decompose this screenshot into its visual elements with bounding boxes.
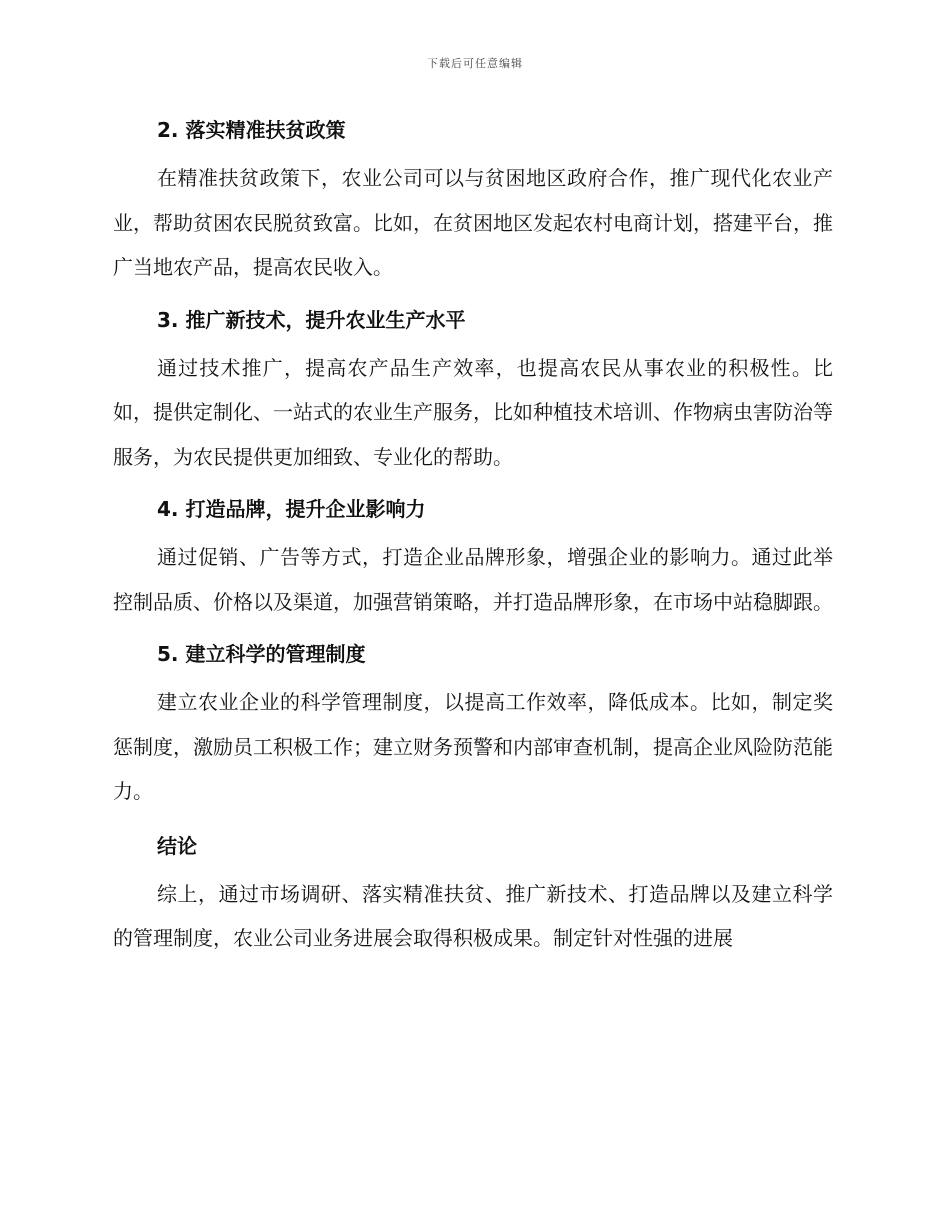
section-heading-conclusion: 结论 <box>157 833 197 858</box>
section-paragraph-policy: 在精准扶贫政策下，农业公司可以与贫困地区政府合作，推广现代化农业产业，帮助贫困农民脱贫致富。比如，在贫困地区发起农村电商计划，搭建平台，推广当地农产品，提高农民收入。 <box>113 166 833 279</box>
section-paragraph-management: 建立农业企业的科学管理制度，以提高工作效率，降低成本。比如，制定奖惩制度，激励员工积极工作；建立财务预警和内部审查机制，提高企业风险防范能力。 <box>113 690 833 803</box>
section-paragraph-brand: 通过促销、广告等方式，打造企业品牌形象，增强企业的影响力。通过此举控制品质、价格以及渠道，加强营销策略，并打造品牌形象，在市场中站稳脚跟。 <box>113 545 833 614</box>
section-paragraph-technology: 通过技术推广，提高农产品生产效率，也提高农民从事农业的积极性。比如，提供定制化、一站式的农业生产服务，比如种植技术培训、作物病虫害防治等服务，为农民提供更加细致、专业化的帮助。 <box>113 355 833 469</box>
document-body <box>113 110 833 961</box>
section-heading-brand: 4. 打造品牌，提升企业影响力 <box>157 497 426 521</box>
section-heading-policy: 2. 落实精准扶贫政策 <box>157 118 346 142</box>
section-paragraph-conclusion: 综上，通过市场调研、落实精准扶贫、推广新技术、打造品牌以及建立科学的管理制度，农业公司业务进展会取得积极成果。制定针对性强的进展 <box>113 881 833 950</box>
section-heading-management: 5. 建立科学的管理制度 <box>157 642 366 666</box>
page-header-watermark: 下载后可任意编辑 <box>427 57 523 70</box>
section-heading-technology: 3. 推广新技术，提升农业生产水平 <box>157 307 466 332</box>
